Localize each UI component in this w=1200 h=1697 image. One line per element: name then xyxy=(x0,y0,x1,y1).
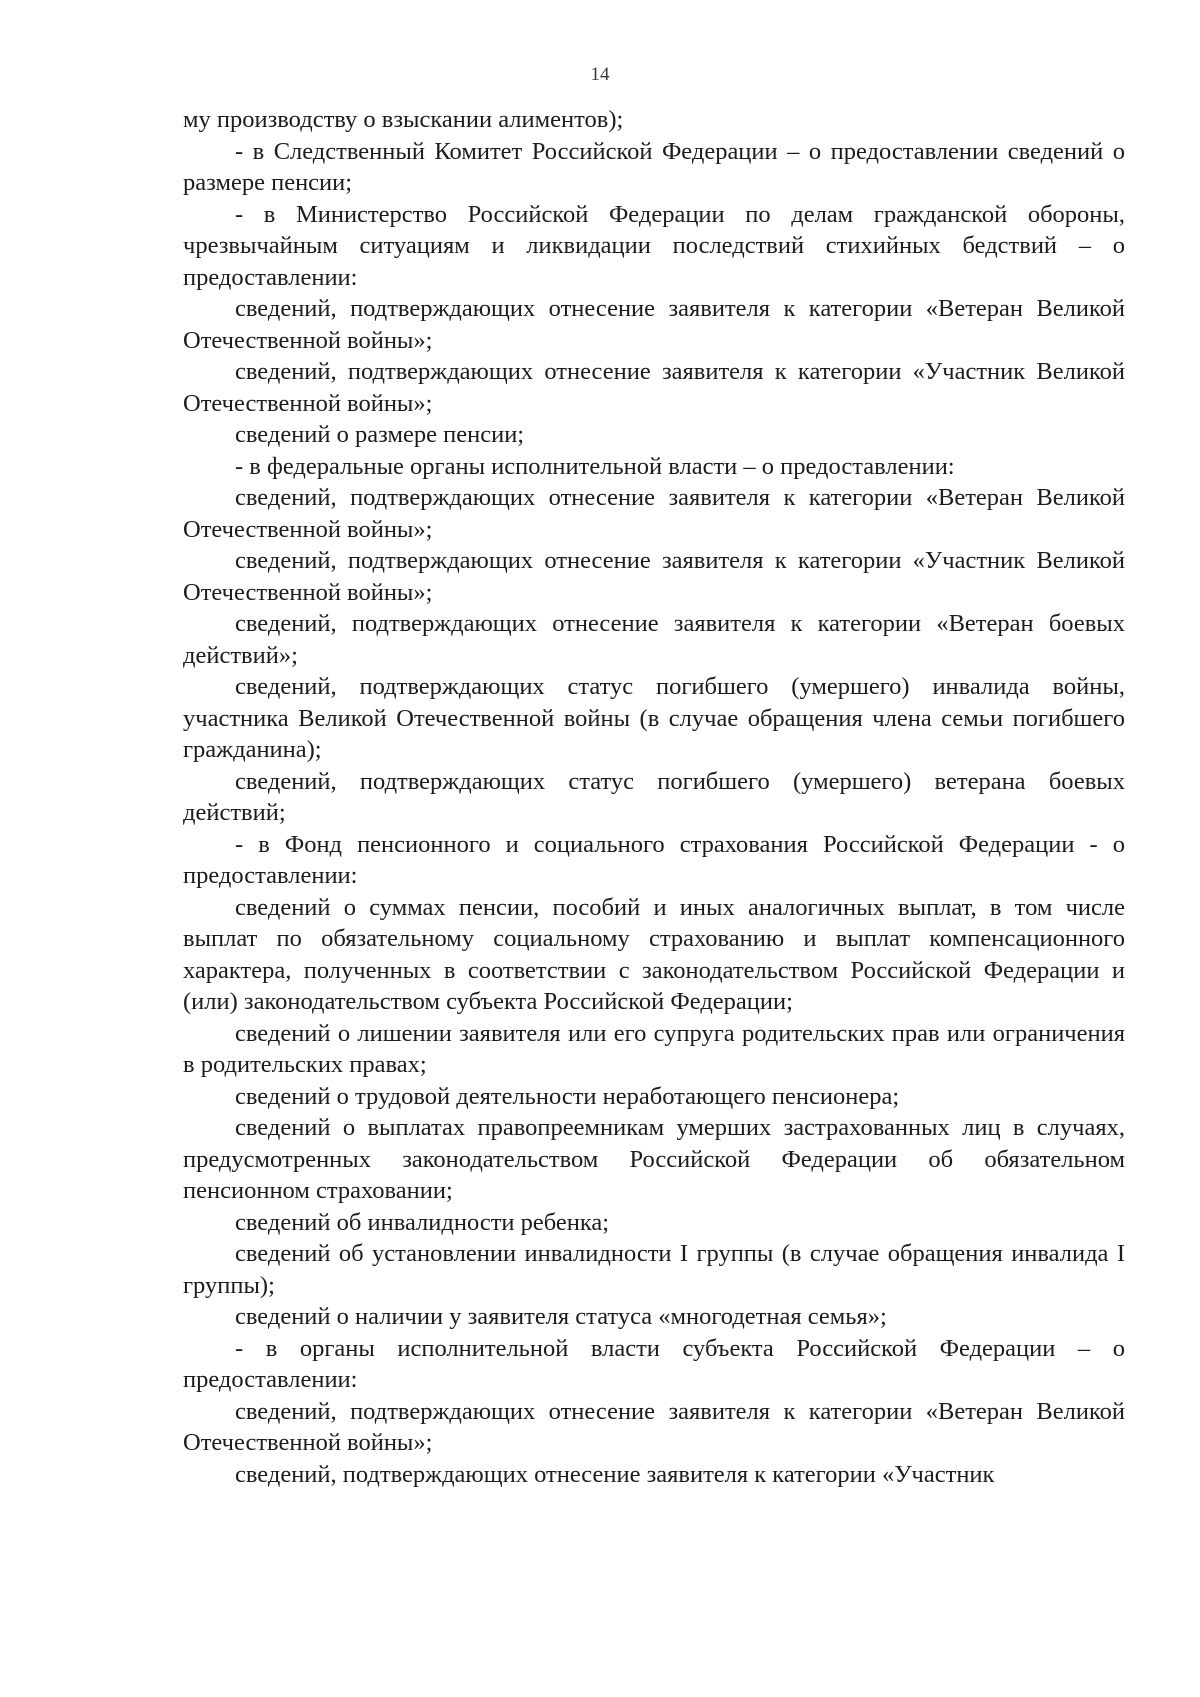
paragraph: сведений, подтверждающих отнесение заявителя к категории «Ветеран Великой Отечественной войны»; xyxy=(183,295,1125,354)
paragraph: - в федеральные органы исполнительной власти – о предоставлении: xyxy=(235,452,955,480)
paragraph: сведений о наличии у заявителя статуса «многодетная семья»; xyxy=(235,1303,887,1330)
paragraph: сведений, подтверждающих отнесение заявителя к категории «Участник Великой Отечественной войны»; xyxy=(183,358,1125,417)
paragraph: - в Министерство Российской Федерации по делам гражданской обороны, чрезвычайным ситуациям и ликвидации последствий стихийных бедствий – о предоставлении: xyxy=(183,200,1125,291)
paragraph: - в Следственный Комитет Российской Федерации – о предоставлении сведений о размере пенсии; xyxy=(183,137,1125,196)
paragraph: сведений, подтверждающих отнесение заявителя к категории «Участник xyxy=(235,1460,995,1488)
paragraph: сведений, подтверждающих отнесение заявителя к категории «Ветеран Великой Отечественной войны»; xyxy=(183,1397,1125,1456)
paragraph: сведений о выплатах правопреемникам умерших застрахованных лиц в случаях, предусмотренных законодательством Российской Федерации об обязательном пенсионном страховании; xyxy=(183,1114,1125,1204)
paragraph: сведений, подтверждающих статус погибшего (умершего) ветерана боевых действий; xyxy=(183,767,1125,826)
paragraph: сведений об установлении инвалидности I группы (в случае обращения инвалида I группы); xyxy=(183,1240,1125,1299)
paragraph: сведений об инвалидности ребенка; xyxy=(235,1208,610,1236)
paragraph: сведений, подтверждающих отнесение заявителя к категории «Ветеран Великой Отечественной войны»; xyxy=(183,484,1125,543)
paragraph: - в Фонд пенсионного и социального страхования Российской Федерации - о предоставлении: xyxy=(183,830,1125,889)
paragraph: му производству о взыскании алиментов); xyxy=(183,106,624,133)
paragraph: сведений о лишении заявителя или его супруга родительских прав или ограничения в родительских правах; xyxy=(183,1019,1125,1078)
document-body xyxy=(183,104,1125,1490)
paragraph: сведений, подтверждающих отнесение заявителя к категории «Участник Великой Отечественной войны»; xyxy=(183,547,1125,606)
paragraph: сведений о трудовой деятельности неработающего пенсионера; xyxy=(235,1082,900,1110)
page-number: 14 xyxy=(590,64,610,85)
paragraph: - в органы исполнительной власти субъекта Российской Федерации – о предоставлении: xyxy=(183,1334,1125,1393)
paragraph: сведений, подтверждающих отнесение заявителя к категории «Ветеран боевых действий»; xyxy=(183,610,1125,669)
paragraph: сведений о размере пенсии; xyxy=(235,421,525,448)
paragraph: сведений о суммах пенсии, пособий и иных аналогичных выплат, в том числе выплат по обязательному социальному страхованию и выплат компенсационного характера, полученных в соответствии с законодательством Российской Федерации и (или) законодательством субъекта Российской Федерации; xyxy=(183,893,1125,1015)
paragraph: сведений, подтверждающих статус погибшего (умершего) инвалида войны, участника Великой Отечественной войны (в случае обращения члена семьи погибшего гражданина); xyxy=(183,673,1125,763)
